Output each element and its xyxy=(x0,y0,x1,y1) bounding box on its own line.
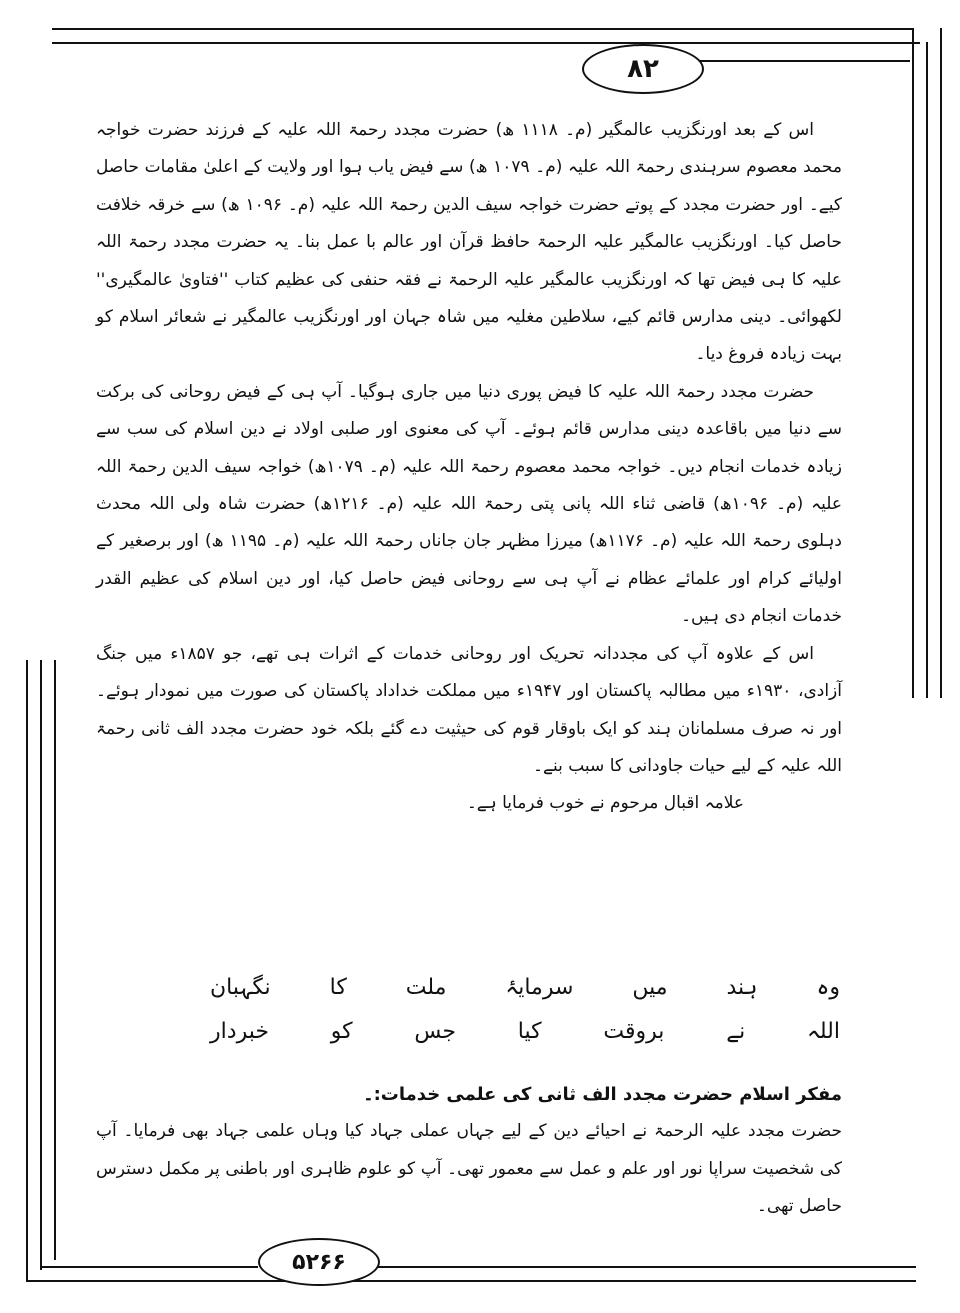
frame-bottom-line-3 xyxy=(376,1266,916,1268)
verse-word: خبردار xyxy=(210,1019,269,1044)
frame-bottom-line-1 xyxy=(26,1280,916,1282)
verse-word: ملت xyxy=(405,975,447,1000)
frame-top-line-1 xyxy=(52,28,914,30)
verse-word: کا xyxy=(329,975,347,1000)
section-text xyxy=(96,1076,842,1226)
verse-word: نے xyxy=(726,1019,746,1044)
verse-1 xyxy=(210,966,840,1010)
verse-word: نگہبان xyxy=(210,975,271,1000)
paragraph-1: اس کے بعد اورنگزیب عالمگیر (م۔ ۱۱۱۸ ھ) حضرت مجدد رحمۃ اللہ علیہ کے فرزند حضرت خواجہ محمد معصوم سرہندی رحمۃ اللہ علیہ (م۔ ۱۰۷۹ ھ) سے فیض یاب ہوا اور ولایت کے اعلیٰ مقامات حاصل کیے۔ اور حضرت مجدد کے پوتے حضرت خواجہ سیف الدین رحمۃ اللہ علیہ (م۔ ۱۰۹۶ ھ) سے خرقہ خلافت حاصل کیا۔ اورنگزیب عالمگیر علیہ الرحمۃ حافظ قرآن اور عالم با عمل بنا۔ یہ حضرت مجدد رحمۃ اللہ علیہ کا ہی فیض تھا کہ اورنگزیب عالمگیر علیہ الرحمۃ نے فقہ حنفی کی عظیم کتاب ''فتاویٰ عالمگیری'' لکھوائی۔ دینی مدارس قائم کیے، سلاطین مغلیہ میں شاہ جہان اور اورنگزیب عالمگیر نے شعائر اسلام کو بہت زیادہ فروغ دیا۔ xyxy=(96,120,842,365)
verse-word: کو xyxy=(330,1019,353,1044)
verse-word: میں xyxy=(632,975,668,1000)
frame-bottom-line-2 xyxy=(40,1266,258,1268)
paragraph-2: حضرت مجدد رحمۃ اللہ علیہ کا فیض پوری دنیا میں جاری ہوگیا۔ آپ ہی کے فیض روحانی کی برکت سے دنیا میں باقاعدہ دینی مدارس قائم ہوئے۔ آپ کی معنوی اور صلبی اولاد نے دین اسلام کی سب سے زیادہ خدمات انجام دیں۔ خواجہ محمد معصوم رحمۃ اللہ علیہ (م۔ ۱۰۷۹ھ) خواجہ سیف الدین رحمۃ اللہ علیہ (م۔ ۱۰۹۶ھ) قاضی ثناء اللہ پانی پتی رحمۃ اللہ علیہ (م۔ ۱۲۱۶ھ) حضرت شاہ ولی اللہ محدث دہلوی رحمۃ اللہ علیہ (م۔ ۱۱۷۶ھ) میرزا مظہر جان جاناں رحمۃ اللہ علیہ (م۔ ۱۱۹۵ ھ) اور برصغیر کے اولیائے کرام اور علمائے عظام نے آپ ہی سے روحانی فیض حاصل کیا، اور دین اسلام کی عظیم القدر خدمات انجام دی ہیں۔ xyxy=(96,381,842,627)
verse-word: ہند xyxy=(726,975,758,1000)
couplet xyxy=(210,966,840,1054)
frame-left-line-2 xyxy=(40,660,42,1270)
verse-word: سرمایۂ xyxy=(505,975,574,1000)
verse-word: اللہ xyxy=(807,1019,840,1044)
verse-word: کیا xyxy=(517,1019,542,1044)
section-paragraph: حضرت مجدد علیہ الرحمۃ نے احیائے دین کے لیے جہاں عملی جہاد کیا وہاں علمی جہاد بھی فرمایا۔ آپ کی شخصیت سراپا نور اور علم و عمل سے معمور تھی۔ آپ کو علوم ظاہری اور باطنی پر مکمل دسترس حاصل تھی۔ xyxy=(96,1121,842,1217)
paragraph-3: اس کے علاوہ آپ کی مجددانہ تحریک اور روحانی خدمات کے اثرات ہی تھے، جو ۱۸۵۷ء میں جنگ آزادی، ۱۹۳۰ء میں مطالبہ پاکستان اور ۱۹۴۷ء میں مملکت خداداد پاکستان کی صورت میں نمودار ہوئے۔ اور نہ صرف مسلمانان ہند کو ایک باوقار قوم کی حیثیت دے گئے بلکہ خود حضرت مجدد الف ثانی رحمۃ اللہ علیہ کے لیے حیات جاودانی کا سبب بنے۔ xyxy=(96,643,842,776)
verse-word: جس xyxy=(414,1019,457,1044)
verse-word: بروقت xyxy=(603,1019,665,1044)
section-heading: مفکر اسلام حضرت مجدد الف ثانی کی علمی خدمات:۔ xyxy=(363,1084,842,1105)
verse-word: وہ xyxy=(816,975,840,1000)
frame-top-line-2 xyxy=(52,42,920,44)
main-text xyxy=(96,112,842,823)
frame-right-line-1 xyxy=(912,28,914,698)
page-number: ۸۲ xyxy=(582,44,704,94)
couplet-intro: علامہ اقبال مرحوم نے خوب فرمایا ہے۔ xyxy=(466,793,744,814)
verse-2 xyxy=(210,1010,840,1054)
frame-left-line-1 xyxy=(54,660,56,1260)
frame-top-line-3 xyxy=(700,60,910,62)
frame-right-line-2 xyxy=(926,42,928,698)
frame-left-line-3 xyxy=(26,660,28,1280)
frame-right-line-3 xyxy=(940,28,942,698)
bottom-code: ۵۲۶۶ xyxy=(258,1238,380,1286)
